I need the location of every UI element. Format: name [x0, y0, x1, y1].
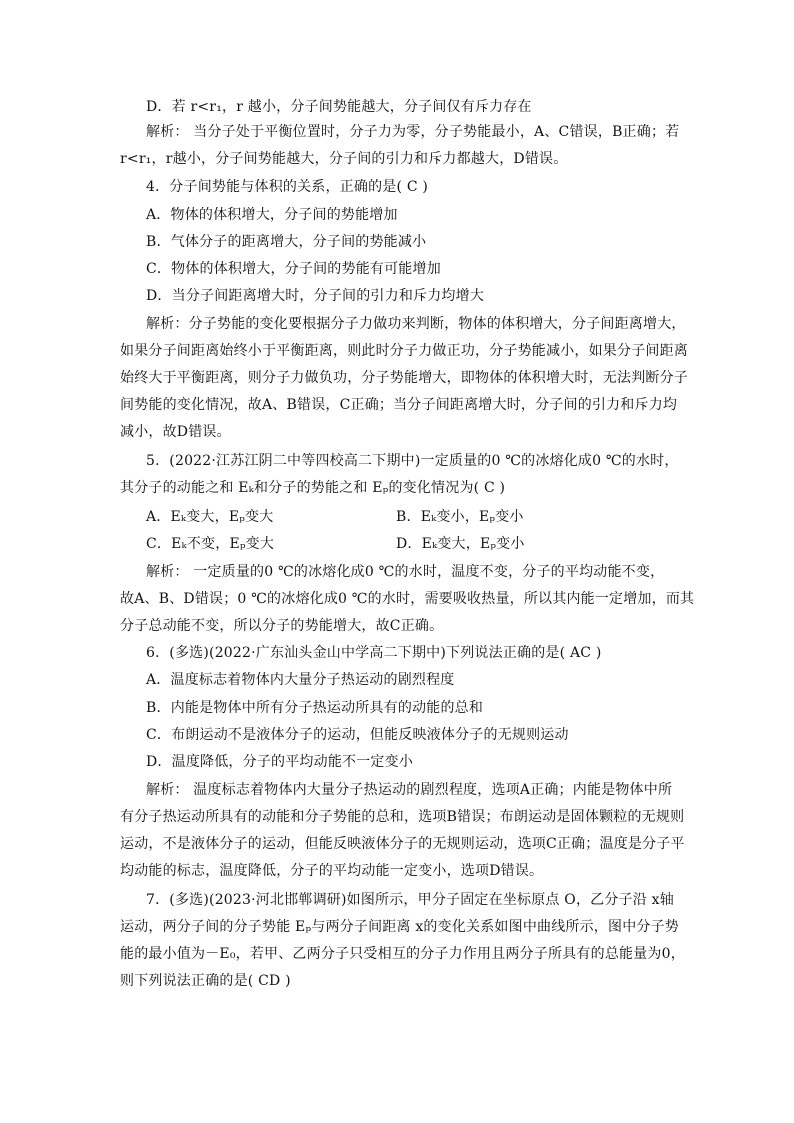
- q7-stem-line-2: 运动，两分子间的分子势能 Eₚ与两分子间距离 x的变化关系如图中曲线所示，图中分子势: [120, 919, 680, 935]
- q5-option-c: C．Eₖ不变，Eₚ变大: [146, 536, 275, 552]
- q5-stem-line-2: 其分子的动能之和 Eₖ和分子的势能之和 Eₚ的变化情况为( C ): [120, 480, 506, 496]
- q5-analysis-line-1: 解析： 一定质量的0 ℃的冰熔化成0 ℃的水时，温度不变，分子的平均动能不变，: [146, 564, 665, 580]
- q3-analysis-line-2: r<r₁，r越小，分子间势能越大，分子间的引力和斥力都越大，D错误。: [120, 151, 568, 167]
- q6-analysis-line-4: 均动能的标志，温度降低，分子的平均动能一定变小，选项D错误。: [120, 863, 544, 879]
- q5-analysis-line-2: 故A、B、D错误；0 ℃的冰熔化成0 ℃的水时，需要吸收热量，所以其内能一定增加，而其: [120, 591, 695, 607]
- q4-option-a: A．物体的体积增大，分子间的势能增加: [146, 207, 398, 223]
- q6-option-b: B．内能是物体中所有分子热运动所具有的动能的总和: [146, 700, 484, 716]
- q3-analysis-line-1: 解析： 当分子处于平衡位置时，分子力为零，分子势能最小，A、C错误，B正确；若: [146, 124, 680, 140]
- q5-option-b: B．Eₖ变小，Eₚ变小: [396, 509, 524, 525]
- q7-stem-line-4: 则下列说法正确的是( CD ): [120, 973, 291, 989]
- q7-stem-line-3: 能的最小值为－E₀，若甲、乙两分子只受相互的分子力作用且两分子所具有的总能量为0，: [120, 946, 685, 962]
- q4-analysis-line-2: 如果分子间距离始终小于平衡距离，则此时分子力做正功，分子势能减小，如果分子间距离: [120, 343, 688, 359]
- q6-stem: 6．(多选)(2022·广东汕头金山中学高二下期中)下列说法正确的是( AC ): [146, 645, 602, 661]
- q5-option-a: A．Eₖ变大，Eₚ变大: [146, 509, 274, 525]
- q5-stem-line-1: 5．(2022·江苏江阴二中等四校高二下期中)一定质量的0 ℃的冰熔化成0 ℃的水时，: [146, 453, 679, 469]
- q4-analysis-line-3: 始终大于平衡距离，则分子力做负功，分子势能增大，即物体的体积增大时，无法判断分子: [120, 370, 688, 386]
- q6-analysis-line-3: 运动，不是液体分子的运动，但能反映液体分子的无规则运动，选项C正确；温度是分子平: [120, 836, 685, 852]
- q5-option-d: D．Eₖ变大，Eₚ变小: [396, 536, 525, 552]
- q4-option-c: C．物体的体积增大，分子间的势能有可能增加: [146, 261, 441, 277]
- q7-stem-line-1: 7．(多选)(2023·河北邯郸调研)如图所示，甲分子固定在坐标原点 O，乙分子沿 x轴: [146, 892, 674, 908]
- q6-analysis-line-2: 有分子热运动所具有的动能和分子势能的总和，选项B错误；布朗运动是固体颗粒的无规则: [120, 809, 685, 825]
- q4-analysis-line-4: 间势能的变化情况，故A、B错误，C正确；当分子间距离增大时，分子间的引力和斥力均: [120, 397, 678, 413]
- q5-analysis-line-3: 分子总动能不变，所以分子的势能增大，故C正确。: [120, 618, 444, 634]
- q6-option-d: D．温度降低，分子的平均动能不一定变小: [146, 754, 414, 770]
- q4-option-d: D．当分子间距离增大时，分子间的引力和斥力均增大: [146, 288, 485, 304]
- q6-option-c: C．布朗运动不是液体分子的运动，但能反映液体分子的无规则运动: [146, 727, 569, 743]
- q6-option-a: A．温度标志着物体内大量分子热运动的剧烈程度: [146, 672, 455, 688]
- q4-analysis-line-1: 解析：分子势能的变化要根据分子力做功来判断，物体的体积增大，分子间距离增大，: [146, 316, 686, 332]
- q3-option-d: D．若 r<r₁，r 越小，分子间势能越大，分子间仅有斥力存在: [146, 99, 532, 115]
- q4-analysis-line-5: 减小，故D错误。: [120, 424, 231, 440]
- q4-option-b: B．气体分子的距离增大，分子间的势能减小: [146, 234, 427, 250]
- q6-analysis-line-1: 解析： 温度标志着物体内大量分子热运动的剧烈程度，选项A正确；内能是物体中所: [146, 782, 673, 798]
- q4-stem: 4．分子间势能与体积的关系，正确的是( C ): [146, 179, 429, 195]
